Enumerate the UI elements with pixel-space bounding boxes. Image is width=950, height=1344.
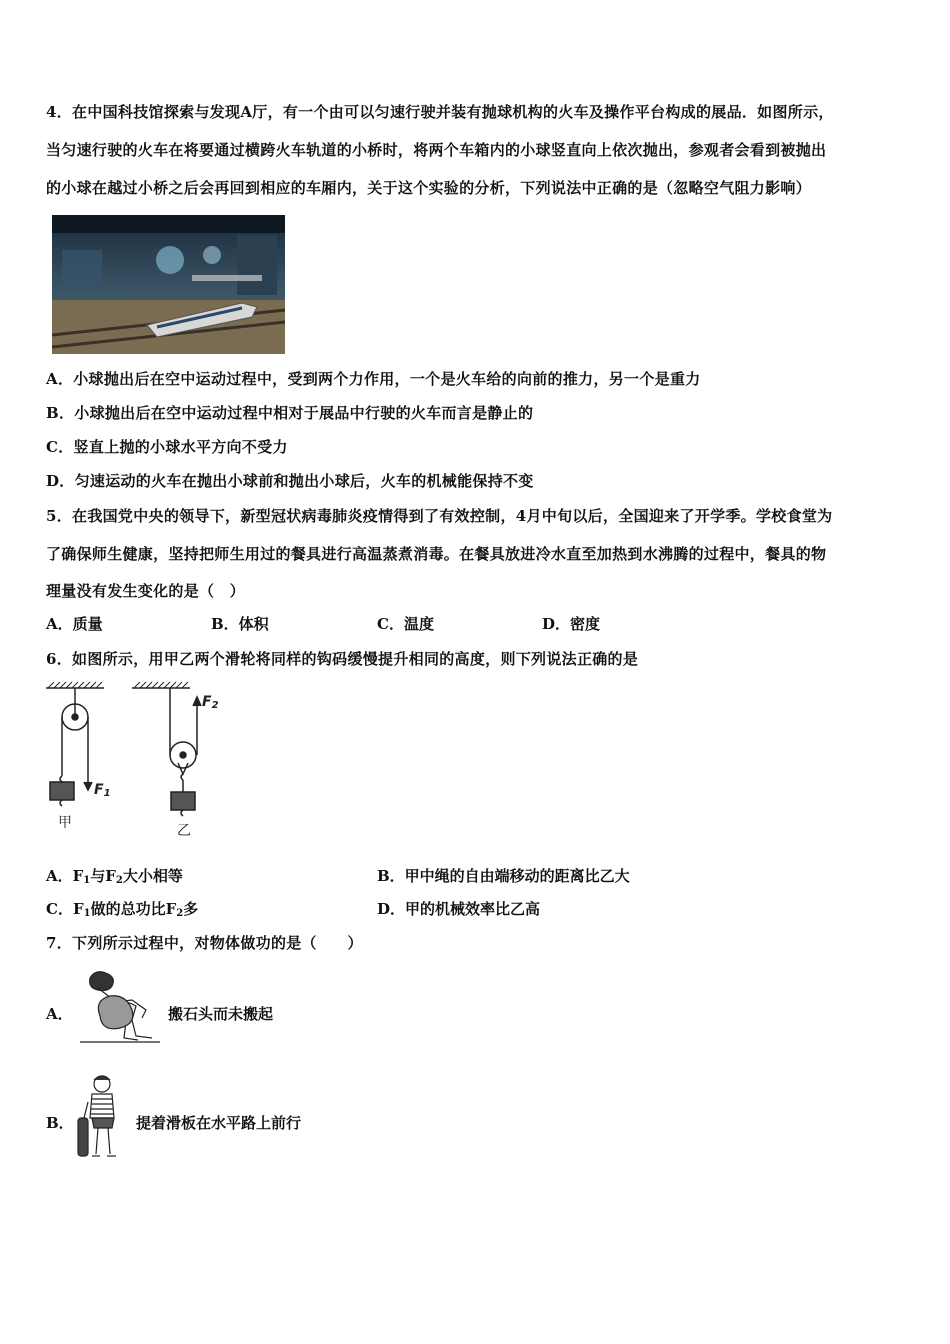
q4-option-b: B．小球抛出后在空中运动过程中相对于展品中行驶的火车而言是静止的 xyxy=(46,404,534,422)
q6-option-a: A．$F_1$与$F_2$大小相等 xyxy=(46,867,183,886)
q6-option-d: D．甲的机械效率比乙高 xyxy=(377,900,541,918)
movable-pulley-yi xyxy=(132,682,201,816)
q5-stem-line-1: 5．在我国党中央的领导下，新型冠状病毒肺炎疫情得到了有效控制，4月中旬以后，全国迎来了开学季。学校食堂为 xyxy=(46,507,833,525)
q4-stem-line-1: 4．在中国科技馆探索与发现A厅，有一个由可以匀速行驶并装有抛球机构的火车及操作平台构成的展品．如图所示， xyxy=(46,103,834,121)
force-label-f2: $F_2$ xyxy=(202,694,219,711)
fig-label-yi: 乙 xyxy=(177,823,191,839)
q4-stem-line-2: 当匀速行驶的火车在将要通过横跨火车轨道的小桥时，将两个车箱内的小球竖直向上依次抛出，参观者会看到被抛出 xyxy=(46,141,827,159)
q7-option-a-letter: A． xyxy=(46,1005,73,1023)
q7-stem: 7．下列所示过程中，对物体做功的是（ ） xyxy=(46,934,363,952)
q6-option-b: B．甲中绳的自由端移动的距离比乙大 xyxy=(377,867,630,885)
q7-option-b-figure xyxy=(74,1072,126,1164)
q4-option-a: A．小球抛出后在空中运动过程中，受到两个力作用，一个是火车给的向前的推力，另一个是重力 xyxy=(46,370,701,388)
fig-label-jia: 甲 xyxy=(58,815,72,831)
q6-pulley-diagram xyxy=(40,680,240,840)
q6-stem: 6．如图所示，用甲乙两个滑轮将同样的钩码缓慢提升相同的高度，则下列说法正确的是 xyxy=(46,650,639,668)
q7-option-b-text: 提着滑板在水平路上前行 xyxy=(136,1114,302,1132)
force-label-f1: $F_1$ xyxy=(94,782,111,799)
q5-option-c: C．温度 xyxy=(377,615,434,633)
q6-option-c: C．$F_1$做的总功比$F_2$多 xyxy=(46,900,199,919)
q7-option-a-figure xyxy=(76,966,162,1048)
q5-stem-line-2: 了确保师生健康，坚持把师生用过的餐具进行高温蒸煮消毒。在餐具放进冷水直至加热到水沸腾的过程中，餐具的物 xyxy=(46,545,827,563)
q5-option-a: A．质量 xyxy=(46,615,103,633)
q5-option-b: B．体积 xyxy=(211,615,269,633)
q7-option-a-text: 搬石头而未搬起 xyxy=(168,1005,274,1023)
q7-option-b-letter: B． xyxy=(46,1114,74,1132)
q4-stem-line-3: 的小球在越过小桥之后会再回到相应的车厢内，关于这个实验的分析，下列说法中正确的是（忽略空气阻力影响） xyxy=(46,179,812,197)
q4-train-exhibit-photo xyxy=(52,215,285,354)
q5-stem-line-3: 理量没有发生变化的是（ ） xyxy=(46,582,245,600)
q5-option-d: D．密度 xyxy=(542,615,601,633)
q4-option-d: D．匀速运动的火车在抛出小球前和抛出小球后，火车的机械能保持不变 xyxy=(46,472,534,490)
q4-option-c: C．竖直上抛的小球水平方向不受力 xyxy=(46,438,288,456)
